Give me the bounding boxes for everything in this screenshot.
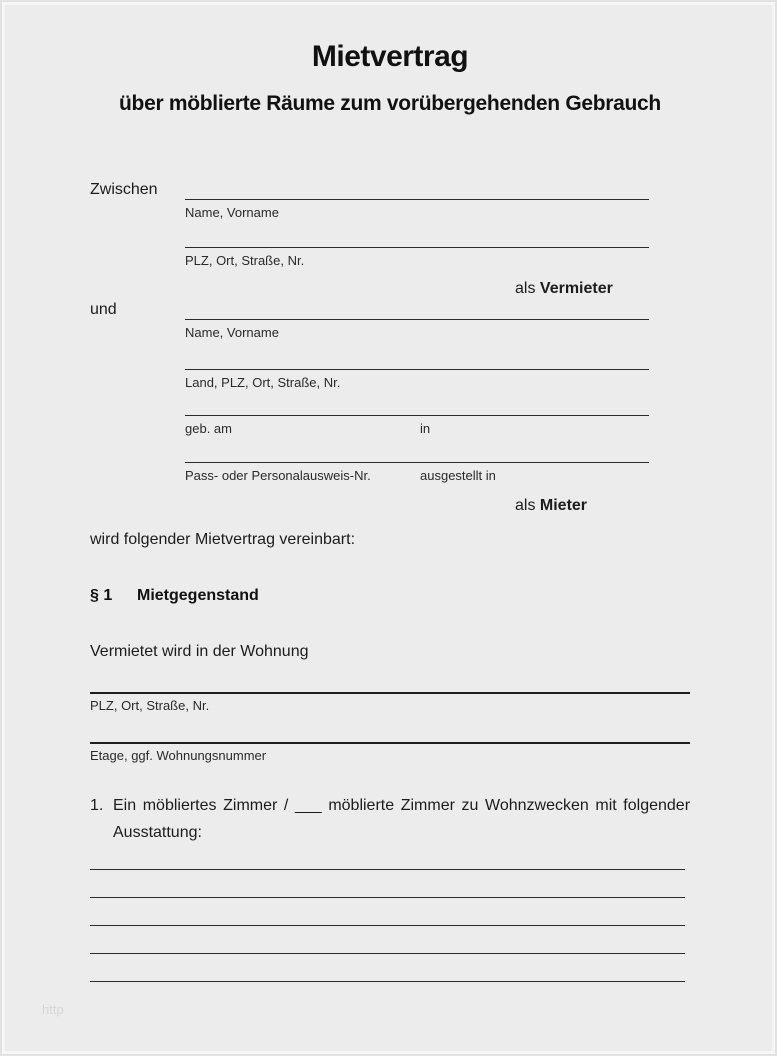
tenant-fields — [185, 297, 649, 514]
document-title: Mietvertrag — [311, 40, 469, 73]
section1-title: Mietgegenstand — [137, 587, 259, 604]
section1-lead: Vermietet wird in der Wohnung — [90, 643, 309, 660]
landlord-role-prefix: als — [515, 280, 536, 297]
tenant-birth-caption-row — [185, 421, 649, 436]
landlord-address-caption: PLZ, Ort, Straße, Nr. — [185, 253, 305, 268]
tenant-passport-issued-caption: ausgestellt in — [420, 468, 496, 483]
landlord-block — [90, 175, 690, 297]
tenant-name-line — [185, 297, 649, 320]
landlord-name-caption: Name, Vorname — [185, 205, 279, 220]
parties-section — [90, 175, 690, 514]
document-subtitle: über möblierte Räume zum vorübergehenden Gebrauch — [119, 92, 661, 115]
landlord-address-line — [185, 223, 649, 248]
landlord-name-line — [185, 175, 649, 200]
page-content — [90, 2, 690, 982]
tenant-birthdate-caption: geb. am — [185, 421, 232, 436]
tenant-name-caption: Name, Vorname — [185, 325, 279, 340]
tenant-birth-line — [185, 391, 649, 416]
clause-text-after-blank: möblierte Zimmer zu Wohnzwecken mit folgender Ausstattung: — [113, 797, 691, 841]
equipment-answer-lines — [90, 846, 690, 982]
tenant-name-caption-row — [185, 325, 649, 340]
landlord-role-line — [515, 280, 649, 297]
tenant-birthplace-caption: in — [420, 421, 431, 436]
landlord-role: Vermieter — [539, 280, 613, 297]
answer-line — [90, 846, 685, 870]
tenant-role: Mieter — [539, 497, 588, 514]
tenant-block — [90, 297, 690, 514]
answer-line — [90, 954, 685, 982]
answer-line — [90, 898, 685, 926]
landlord-fields — [185, 175, 649, 297]
rental-address-field — [90, 692, 690, 713]
rental-address-caption: PLZ, Ort, Straße, Nr. — [90, 698, 210, 713]
answer-line — [90, 870, 685, 898]
answer-line — [90, 926, 685, 954]
tenant-address-line — [185, 345, 649, 370]
landlord-address-caption-row — [185, 253, 649, 268]
between-label: Zwischen — [90, 181, 158, 198]
tenant-address-caption: Land, PLZ, Ort, Straße, Nr. — [185, 375, 341, 390]
tenant-passport-caption-row — [185, 468, 649, 483]
rental-floor-field — [90, 742, 690, 763]
tenant-address-caption-row — [185, 375, 649, 390]
agreement-intro: wird folgender Mietvertrag vereinbart: — [90, 531, 356, 548]
tenant-role-line — [515, 497, 649, 514]
section1-number: § 1 — [90, 587, 113, 604]
and-label: und — [90, 301, 117, 318]
tenant-role-prefix: als — [515, 497, 536, 514]
rental-floor-line — [90, 742, 690, 744]
tenant-passport-line — [185, 438, 649, 463]
section1-heading — [90, 587, 690, 604]
furnished-room-clause — [90, 792, 690, 846]
tenant-passport-caption: Pass- oder Personalausweis-Nr. — [185, 468, 371, 483]
clause-text-before-blank: Ein möbliertes Zimmer / — [113, 797, 289, 814]
room-count-blank: ___ — [295, 797, 322, 814]
rental-floor-caption: Etage, ggf. Wohnungsnummer — [90, 748, 267, 763]
landlord-name-caption-row — [185, 205, 649, 220]
clause-number: 1. — [90, 797, 104, 814]
watermark-text: http — [42, 1002, 64, 1017]
rental-address-line — [90, 692, 690, 694]
